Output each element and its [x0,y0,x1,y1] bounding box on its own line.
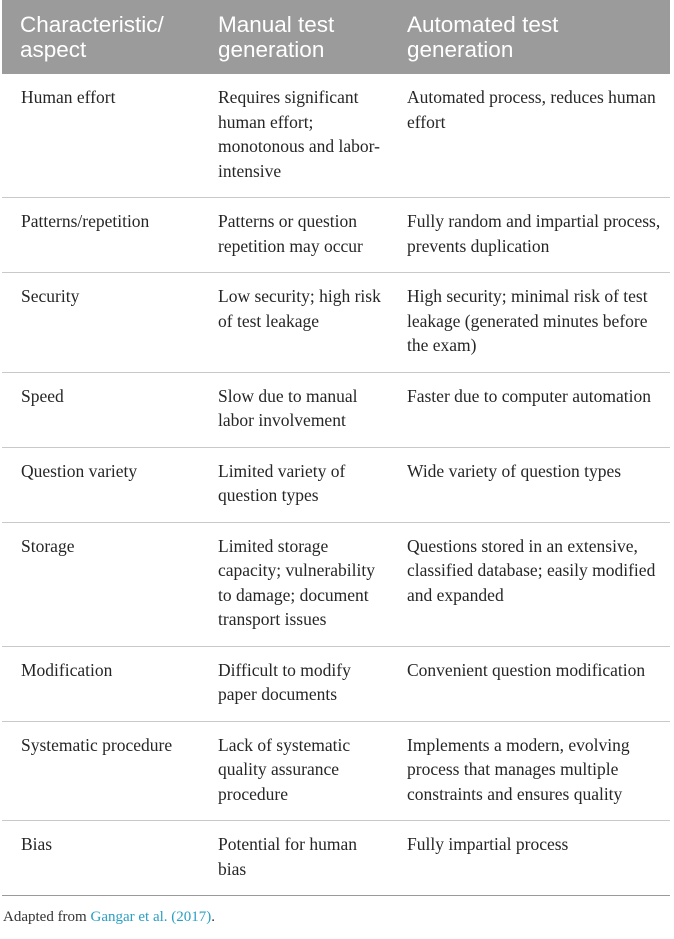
aspect-cell: Modification [2,646,200,721]
automated-cell: High security; minimal risk of test leakage (generated minutes before the exam) [389,273,670,373]
automated-cell: Faster due to computer automation [389,372,670,447]
table-row [2,821,670,896]
header-characteristic: Characteristic/ aspect [2,0,200,74]
automated-cell: Automated process, reduces human effort [407,87,656,132]
automated-cell: Implements a modern, evolving process that manages multiple constraints and ensures quality [389,721,670,821]
table-body [2,74,670,895]
aspect-cell: Speed [2,372,200,447]
manual-cell: Requires significant human effort; monotonous and labor-intensive [218,87,380,181]
manual-cell: Difficult to modify paper documents [200,646,389,721]
table-row [2,74,670,198]
aspect-cell: Storage [2,522,200,646]
table-row [2,273,670,373]
table-footnote [3,907,215,927]
manual-cell: Lack of systematic quality assurance procedure [200,721,389,821]
aspect-cell: Bias [2,821,200,896]
table-row [2,198,670,273]
comparison-table [2,0,670,896]
footnote-suffix: . [211,909,216,925]
automated-cell: Questions stored in an extensive, classified database; easily modified and expanded [389,522,670,646]
table-row [2,721,670,821]
table-row [2,522,670,646]
manual-cell: Potential for human bias [200,821,389,896]
table-row [2,372,670,447]
manual-cell: Limited variety of question types [200,447,389,522]
table-header [2,0,670,74]
table-row [2,646,670,721]
automated-cell: Fully random and impartial process, prevents duplication [389,198,670,273]
header-row [2,0,670,74]
aspect-cell: Question variety [2,447,200,522]
aspect-cell: Security [2,273,200,373]
aspect-cell: Systematic procedure [2,721,200,821]
automated-cell: Fully impartial process [389,821,670,896]
footnote-prefix: Adapted from [3,909,91,925]
manual-cell: Patterns or question repetition may occur [200,198,389,273]
manual-cell: Low security; high risk of test leakage [200,273,389,373]
comparison-table-grid [2,0,670,895]
citation-link[interactable]: Gangar et al. (2017) [90,909,212,925]
automated-cell: Convenient question modification [389,646,670,721]
header-automated: Automated test generation [389,0,670,74]
aspect-cell: Patterns/repetition [2,198,200,273]
header-manual: Manual test generation [200,0,389,74]
aspect-cell: Human effort [21,87,116,107]
manual-cell: Slow due to manual labor involvement [200,372,389,447]
table-row [2,447,670,522]
manual-cell: Limited storage capacity; vulnerability to damage; document transport issues [200,522,389,646]
automated-cell: Wide variety of question types [389,447,670,522]
